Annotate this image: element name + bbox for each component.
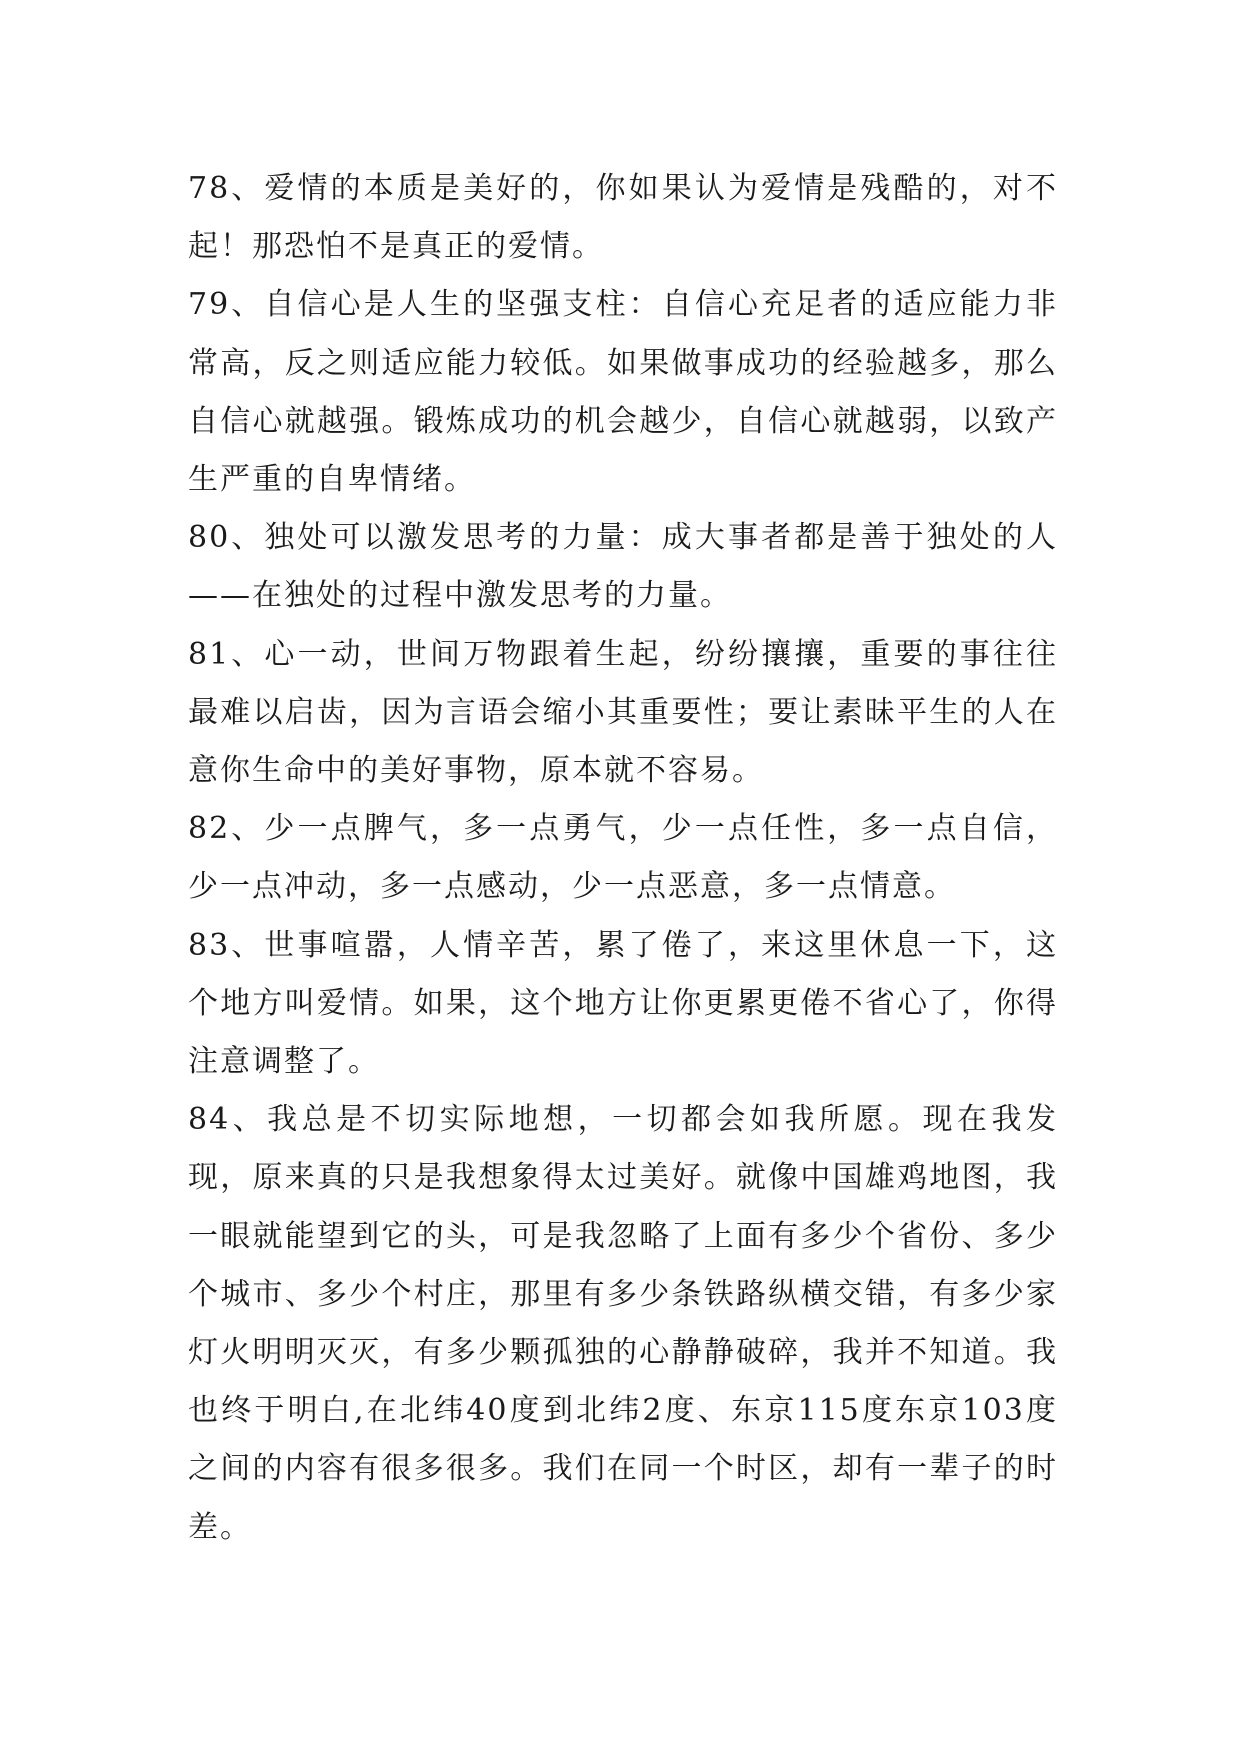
paragraph-82: 82、少一点脾气，多一点勇气，少一点任性，多一点自信，少一点冲动，多一点感动，少一点恶意，多一点情意。 bbox=[188, 811, 1058, 905]
paragraph-78: 78、爱情的本质是美好的，你如果认为爱情是残酷的，对不起！那恐怕不是真正的爱情。 bbox=[188, 171, 1058, 265]
paragraph-81: 81、心一动，世间万物跟着生起，纷纷攘攘，重要的事往往最难以启齿，因为言语会缩小其重要性；要让素昧平生的人在意你生命中的美好事物，原本就不容易。 bbox=[188, 636, 1058, 789]
document-body bbox=[188, 160, 1058, 1557]
paragraph-84: 84、我总是不切实际地想，一切都会如我所愿。现在我发现，原来真的只是我想象得太过美好。就像中国雄鸡地图，我一眼就能望到它的头，可是我忽略了上面有多少个省份、多少个城市、多少个村庄，那里有多少条铁路纵横交错，有多少家灯火明明灭灭，有多少颗孤独的心静静破碎，我并不知道。我也终于明白,在北纬40度到北纬2度、东京115度东京103度之间的内容有很多很多。我们在同一个时区，却有一辈子的时差。 bbox=[188, 1102, 1058, 1545]
paragraph-80: 80、独处可以激发思考的力量：成大事者都是善于独处的人——在独处的过程中激发思考的力量。 bbox=[188, 520, 1058, 614]
paragraph-83: 83、世事喧嚣，人情辛苦，累了倦了，来这里休息一下，这个地方叫爱情。如果，这个地方让你更累更倦不省心了，你得注意调整了。 bbox=[188, 927, 1058, 1080]
paragraph-79: 79、自信心是人生的坚强支柱：自信心充足者的适应能力非常高，反之则适应能力较低。如果做事成功的经验越多，那么自信心就越强。锻炼成功的机会越少，自信心就越弱，以致产生严重的自卑情绪。 bbox=[188, 287, 1058, 498]
